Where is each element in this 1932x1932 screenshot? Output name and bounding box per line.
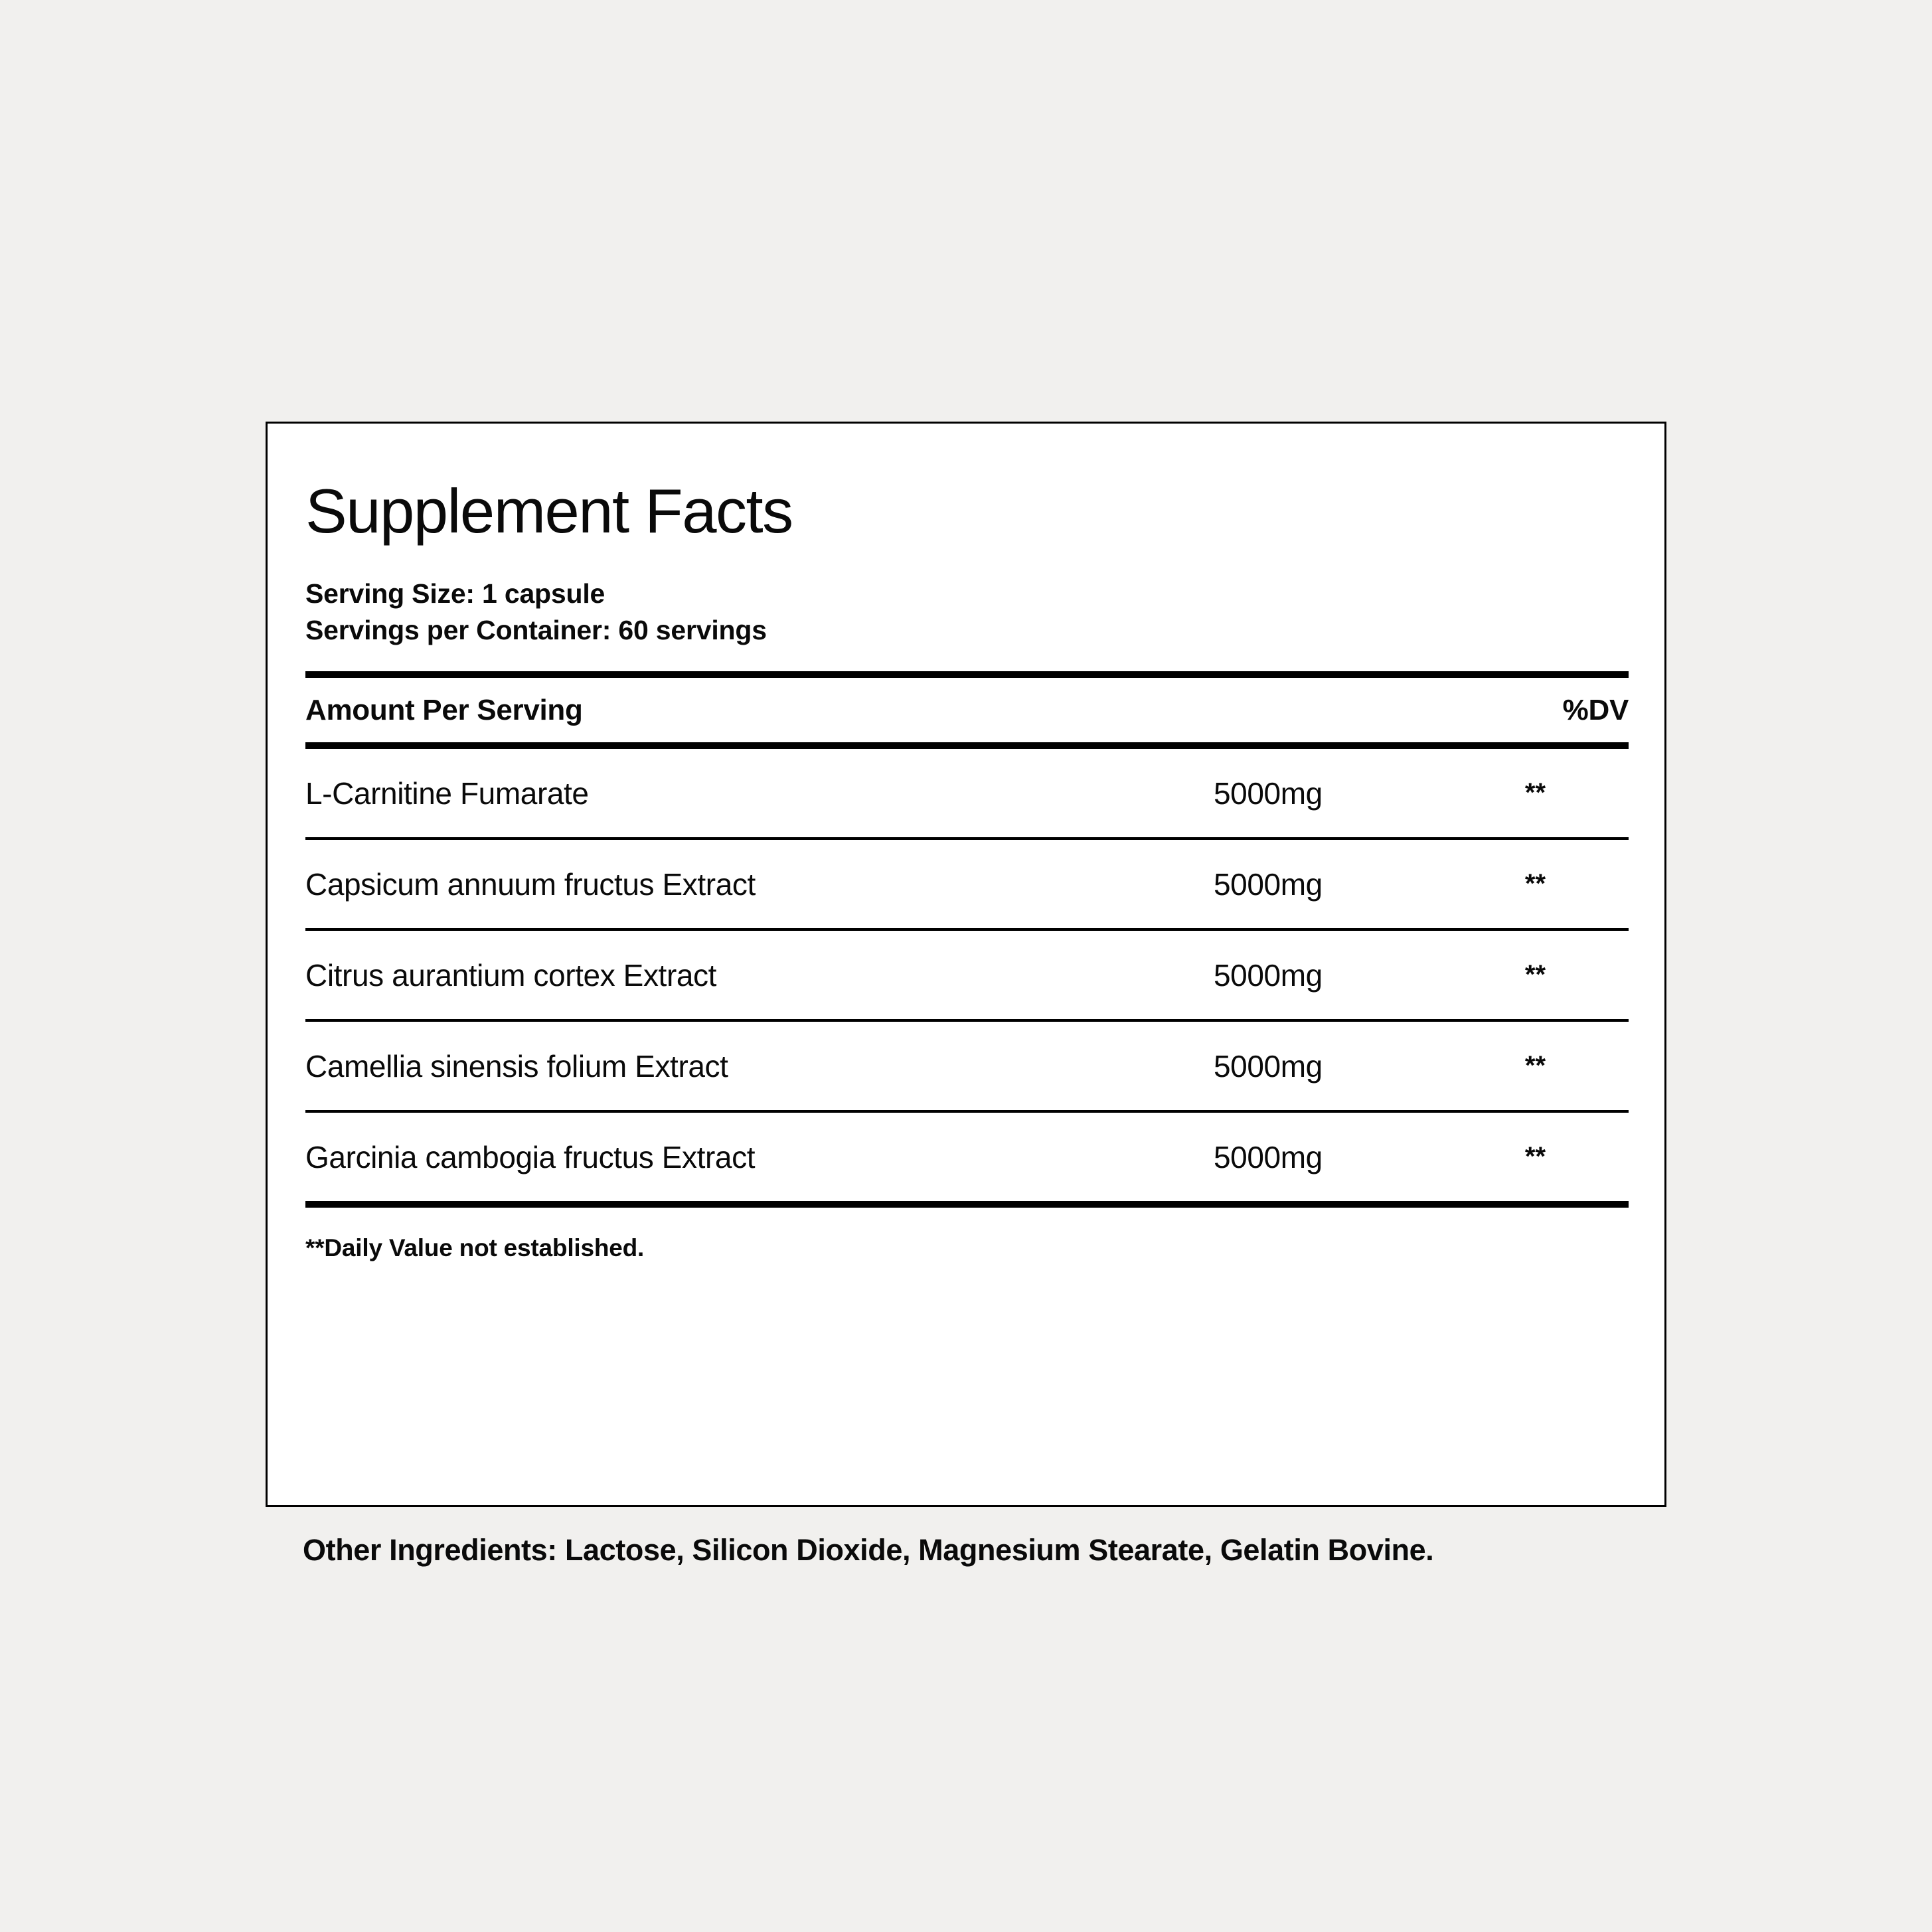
rule-above-footnote: [305, 1201, 1629, 1208]
ingredient-amount: 5000mg: [1214, 1139, 1323, 1174]
ingredient-name: L-Carnitine Fumarate: [305, 775, 589, 811]
ingredient-amount: 5000mg: [1214, 775, 1323, 811]
serving-info: [305, 576, 1629, 648]
table-row: [305, 1113, 1629, 1201]
ingredient-name: Citrus aurantium cortex Extract: [305, 957, 717, 993]
table-row: [305, 749, 1629, 837]
daily-value-footnote: **Daily Value not established.: [305, 1234, 645, 1262]
rule-below-header: [305, 742, 1629, 749]
ingredient-name: Camellia sinensis folium Extract: [305, 1048, 728, 1084]
ingredient-daily-value: **: [1524, 869, 1546, 899]
supplement-facts-panel: [266, 422, 1666, 1507]
table-header-row: [305, 678, 1629, 742]
ingredient-daily-value: **: [1524, 960, 1546, 990]
ingredient-daily-value: **: [1524, 778, 1546, 808]
daily-value-header: %DV: [1562, 693, 1629, 726]
table-row: [305, 931, 1629, 1019]
panel-content: [305, 424, 1629, 1262]
ingredient-amount: 5000mg: [1214, 957, 1323, 993]
ingredient-daily-value: **: [1524, 1051, 1546, 1081]
table-row: [305, 1022, 1629, 1110]
ingredient-name: Garcinia cambogia fructus Extract: [305, 1139, 756, 1174]
ingredient-amount: 5000mg: [1214, 1048, 1323, 1084]
table-row: [305, 840, 1629, 928]
other-ingredients-text: Other Ingredients: Lactose, Silicon Dioxide, Magnesium Stearate, Gelatin Bovine.: [303, 1533, 1434, 1567]
ingredient-name: Capsicum annuum fructus Extract: [305, 866, 756, 902]
ingredient-daily-value: **: [1524, 1142, 1546, 1172]
serving-size-text: Serving Size: 1 capsule: [305, 578, 605, 609]
ingredient-amount: 5000mg: [1214, 866, 1323, 902]
servings-per-container-text: Servings per Container: 60 servings: [305, 614, 767, 645]
rule-above-header: [305, 671, 1629, 678]
amount-per-serving-header: Amount Per Serving: [305, 693, 583, 726]
page-title: Supplement Facts: [305, 476, 793, 546]
